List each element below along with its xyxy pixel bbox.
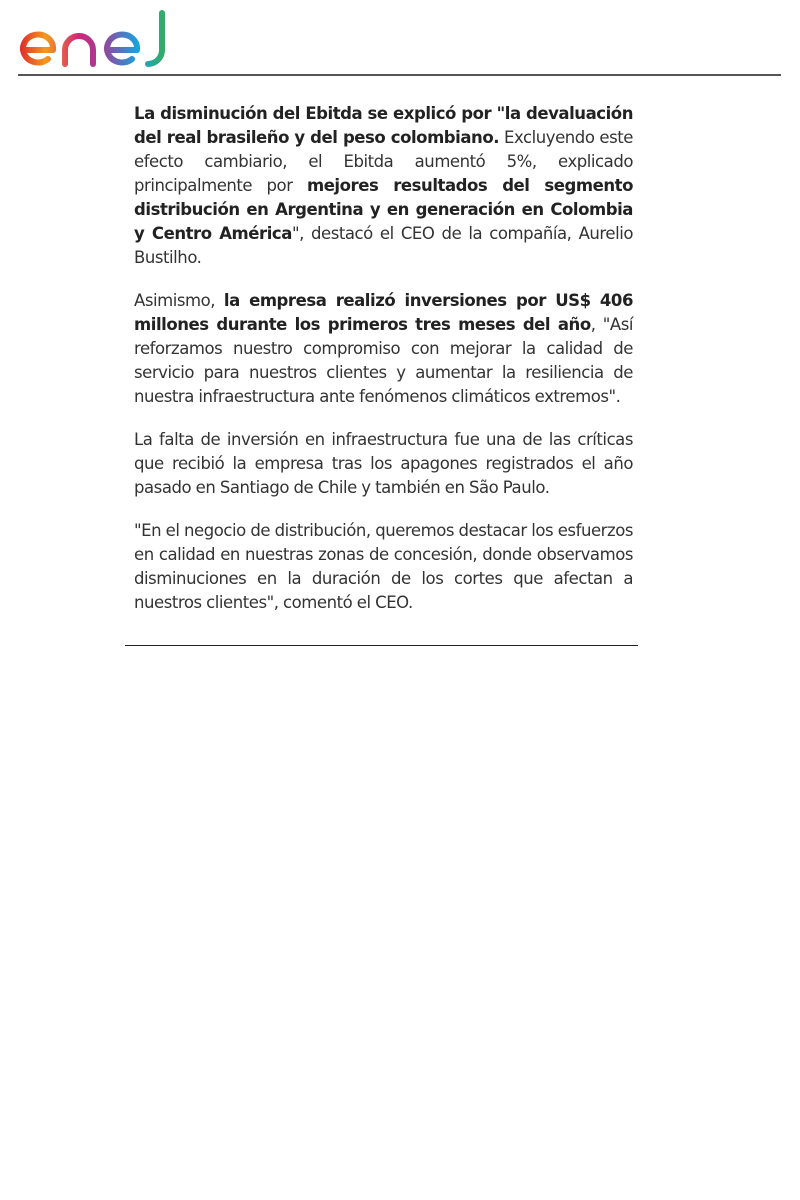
page-header	[0, 0, 800, 76]
emphasis-text: la empresa realizó inversiones por US$ 406 millones durante los primeros tres meses del año	[134, 291, 633, 334]
article-paragraph	[134, 102, 633, 270]
body-text: La falta de inversión en infraestructura fue una de las críticas que recibió la empresa tras los apagones registrados el año pasado en Santiago de Chile y también en São Paulo.	[134, 430, 633, 497]
article-body	[134, 102, 633, 634]
enel-logo[interactable]	[18, 10, 170, 68]
body-text: , "Así reforzamos nuestro compromiso con mejorar la calidad de servicio para nuestros clientes y aumentar la resiliencia de nuestra infraestructura ante fenómenos climáticos extremos".	[134, 315, 633, 406]
header-divider	[18, 74, 781, 76]
article-paragraph	[134, 519, 633, 615]
emphasis-text: mejores resultados del segmento distribución en Argentina y en generación en Colombia y Centro América	[134, 176, 633, 243]
article-paragraph	[134, 428, 633, 500]
body-text: ", destacó el CEO de la compañía, Aurelio Bustilho.	[134, 224, 634, 267]
emphasis-text: La disminución del Ebitda se explicó por "la devaluación del real brasileño y del peso colombiano.	[134, 104, 633, 147]
body-text: "En el negocio de distribución, queremos destacar los esfuerzos en calidad en nuestras zonas de concesión, donde observamos disminuciones en la duración de los cortes que afectan a nuestros clientes", comentó el CEO.	[134, 521, 633, 612]
body-text: Asimismo,	[134, 291, 224, 310]
article-paragraph	[134, 289, 633, 409]
footer-divider	[125, 645, 638, 646]
body-text: Excluyendo este efecto cambiario, el Ebitda aumentó 5%, explicado principalmente por	[134, 128, 633, 195]
